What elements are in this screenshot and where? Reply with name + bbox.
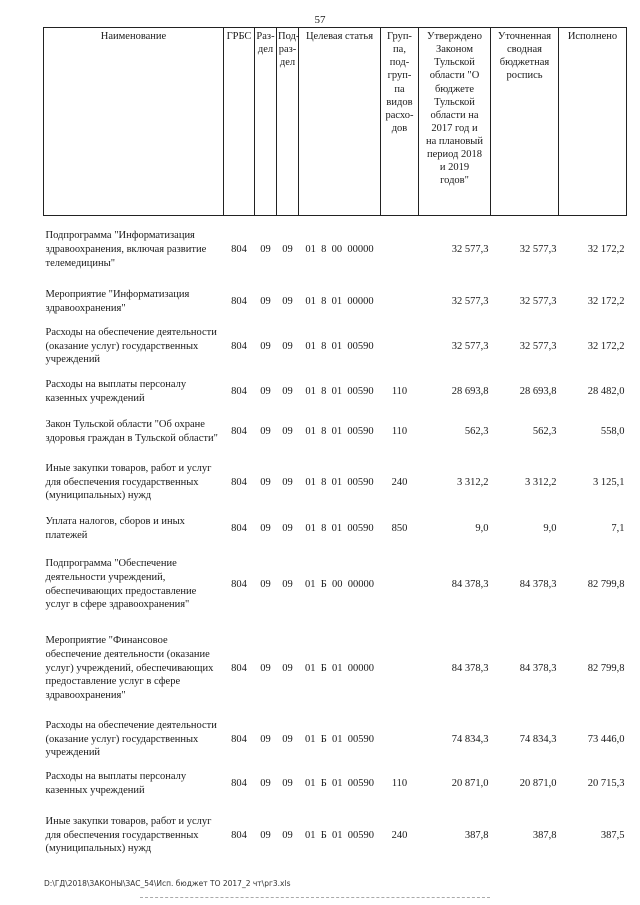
row-name: Подпрограмма "Обеспечение деятельности учреждений, обеспечивающих предоставление услуг в сфере здравоохранения" [45, 558, 197, 611]
row-grbs: 804 [231, 522, 247, 534]
header-utverzhdeno: Утверждено Законом Тульской области "О бюджете Тульской области на 2017 год и на плановый период 2018 и 2019 годов" [419, 28, 491, 216]
row-podrazdel: 09 [282, 476, 293, 488]
budget-table [43, 27, 627, 870]
header-grbs: ГРБС [224, 28, 255, 216]
row-celevaya-statya: 01 Б 00 00000 [304, 578, 375, 590]
row-razdel: 09 [260, 662, 271, 674]
row-utochnennaya: 3 312,2 [525, 476, 557, 488]
page-number: 57 [314, 14, 326, 26]
header-celevaya-statya: Целевая статья [299, 28, 381, 216]
row-ispolneno: 20 715,3 [587, 777, 625, 789]
row-utverzhdeno: 28 693,8 [451, 385, 489, 397]
row-razdel: 09 [260, 733, 271, 745]
row-vid-rashodov [381, 546, 419, 624]
row-podrazdel: 09 [282, 385, 293, 397]
row-podrazdel: 09 [282, 777, 293, 789]
row-grbs: 804 [231, 662, 247, 674]
row-utverzhdeno: 20 871,0 [451, 777, 489, 789]
row-vid-rashodov: 110 [391, 777, 408, 789]
row-celevaya-statya: 01 8 01 00590 [305, 522, 374, 534]
row-podrazdel: 09 [282, 578, 293, 590]
row-utochnennaya: 9,0 [543, 522, 557, 534]
table-row [44, 512, 627, 546]
row-utochnennaya: 74 834,3 [519, 733, 557, 745]
row-vid-rashodov: 110 [391, 425, 408, 437]
table-row [44, 546, 627, 624]
row-razdel: 09 [260, 243, 271, 255]
row-utochnennaya: 387,8 [532, 829, 557, 841]
row-ispolneno: 558,0 [600, 425, 625, 437]
row-utochnennaya: 20 871,0 [519, 777, 557, 789]
row-name: Расходы на выплаты персоналу казенных учреждений [45, 770, 187, 796]
table-row [44, 454, 627, 512]
row-celevaya-statya: 01 Б 01 00590 [304, 733, 375, 745]
row-podrazdel: 09 [282, 733, 293, 745]
row-utochnennaya: 32 577,3 [519, 295, 557, 307]
row-podrazdel: 09 [282, 829, 293, 841]
row-name: Мероприятие "Финансовое обеспечение деятельности (оказание услуг) учреждений, обеспечивающих предоставление услуг в сфере здравоохранения" [45, 635, 214, 701]
row-vid-rashodov [381, 216, 419, 284]
header-utochnennaya: Уточненная сводная бюджетная роспись [491, 28, 559, 216]
table-row [44, 802, 627, 870]
row-grbs: 804 [231, 829, 247, 841]
row-grbs: 804 [231, 340, 247, 352]
row-name: Мероприятие "Информатизация здравоохранения" [45, 288, 190, 314]
row-celevaya-statya: 01 8 01 00590 [305, 476, 374, 488]
row-ispolneno: 28 482,0 [587, 385, 625, 397]
row-celevaya-statya: 01 8 01 00590 [305, 385, 374, 397]
row-podrazdel: 09 [282, 522, 293, 534]
header-podrazdel: Под- раз- дел [277, 28, 299, 216]
row-podrazdel: 09 [282, 340, 293, 352]
row-utochnennaya: 562,3 [532, 425, 557, 437]
row-utverzhdeno: 3 312,2 [457, 476, 489, 488]
row-utochnennaya: 32 577,3 [519, 243, 557, 255]
row-razdel: 09 [260, 385, 271, 397]
row-grbs: 804 [231, 425, 247, 437]
header-name: Наименование [44, 28, 224, 216]
row-utochnennaya: 32 577,3 [519, 340, 557, 352]
row-ispolneno: 387,5 [600, 829, 625, 841]
row-name: Расходы на обеспечение деятельности (оказание услуг) государственных учреждений [45, 327, 217, 366]
row-celevaya-statya: 01 8 01 00000 [305, 295, 374, 307]
header-ispolneno: Исполнено [559, 28, 627, 216]
row-utverzhdeno: 74 834,3 [451, 733, 489, 745]
table-row [44, 624, 627, 714]
row-utverzhdeno: 84 378,3 [451, 578, 489, 590]
row-name: Расходы на выплаты персоналу казенных учреждений [45, 378, 187, 404]
row-razdel: 09 [260, 777, 271, 789]
row-utverzhdeno: 32 577,3 [451, 295, 489, 307]
row-ispolneno: 7,1 [611, 522, 625, 534]
footer-file-path: D:\ГД\2018\ЗАКОНЫ\ЗАС_54\Исп. бюджет ТО 2017_2 чт\рг3.xls [44, 879, 291, 888]
row-vid-rashodov: 110 [391, 385, 408, 397]
row-ispolneno: 73 446,0 [587, 733, 625, 745]
row-podrazdel: 09 [282, 243, 293, 255]
row-ispolneno: 3 125,1 [593, 476, 625, 488]
row-razdel: 09 [260, 829, 271, 841]
row-celevaya-statya: 01 8 00 00000 [305, 243, 374, 255]
row-grbs: 804 [231, 476, 247, 488]
row-utverzhdeno: 32 577,3 [451, 340, 489, 352]
row-celevaya-statya: 01 Б 01 00590 [304, 829, 375, 841]
row-razdel: 09 [260, 295, 271, 307]
row-celevaya-statya: 01 Б 01 00590 [304, 777, 375, 789]
row-celevaya-statya: 01 Б 01 00000 [304, 662, 375, 674]
row-podrazdel: 09 [282, 295, 293, 307]
row-name: Уплата налогов, сборов и иных платежей [45, 515, 185, 541]
row-grbs: 804 [231, 777, 247, 789]
row-vid-rashodov [381, 624, 419, 714]
row-utochnennaya: 28 693,8 [519, 385, 557, 397]
row-celevaya-statya: 01 8 01 00590 [305, 425, 374, 437]
table-body [44, 216, 627, 870]
row-ispolneno: 82 799,8 [587, 662, 625, 674]
row-utverzhdeno: 562,3 [464, 425, 489, 437]
row-grbs: 804 [231, 733, 247, 745]
table-row [44, 766, 627, 802]
row-name: Подпрограмма "Информатизация здравоохранения, включая развитие телемедицины" [45, 230, 207, 269]
row-vid-rashodov: 850 [391, 522, 408, 534]
row-utverzhdeno: 32 577,3 [451, 243, 489, 255]
table-row [44, 320, 627, 374]
row-vid-rashodov [381, 320, 419, 374]
row-utochnennaya: 84 378,3 [519, 578, 557, 590]
row-ispolneno: 82 799,8 [587, 578, 625, 590]
row-vid-rashodov: 240 [391, 829, 408, 841]
header-razdel: Раз- дел [255, 28, 277, 216]
row-name: Закон Тульской области "Об охране здоровья граждан в Тульской области" [45, 418, 218, 444]
row-utverzhdeno: 9,0 [475, 522, 489, 534]
row-podrazdel: 09 [282, 662, 293, 674]
row-ispolneno: 32 172,2 [587, 340, 625, 352]
row-name: Иные закупки товаров, работ и услуг для обеспечения государственных (муниципальных) нужд [45, 463, 212, 502]
row-grbs: 804 [231, 578, 247, 590]
row-ispolneno: 32 172,2 [587, 295, 625, 307]
row-name: Иные закупки товаров, работ и услуг для обеспечения государственных (муниципальных) нужд [45, 816, 212, 855]
row-podrazdel: 09 [282, 425, 293, 437]
row-razdel: 09 [260, 476, 271, 488]
row-razdel: 09 [260, 578, 271, 590]
row-ispolneno: 32 172,2 [587, 243, 625, 255]
row-name: Расходы на обеспечение деятельности (оказание услуг) государственных учреждений [45, 720, 217, 759]
table-row [44, 374, 627, 410]
table-row [44, 410, 627, 454]
row-grbs: 804 [231, 385, 247, 397]
table-row [44, 284, 627, 320]
row-utverzhdeno: 387,8 [464, 829, 489, 841]
row-vid-rashodov: 240 [391, 476, 408, 488]
row-vid-rashodov [381, 284, 419, 320]
header-gruppa-vidov: Груп- па, под- груп- па видов расхо- дов [381, 28, 419, 216]
row-razdel: 09 [260, 425, 271, 437]
table-row [44, 714, 627, 766]
row-razdel: 09 [260, 340, 271, 352]
row-utverzhdeno: 84 378,3 [451, 662, 489, 674]
row-grbs: 804 [231, 243, 247, 255]
row-vid-rashodov [381, 714, 419, 766]
row-razdel: 09 [260, 522, 271, 534]
row-celevaya-statya: 01 8 01 00590 [305, 340, 374, 352]
scan-artifact-line [140, 897, 490, 898]
row-utochnennaya: 84 378,3 [519, 662, 557, 674]
table-row [44, 216, 627, 284]
row-grbs: 804 [231, 295, 247, 307]
